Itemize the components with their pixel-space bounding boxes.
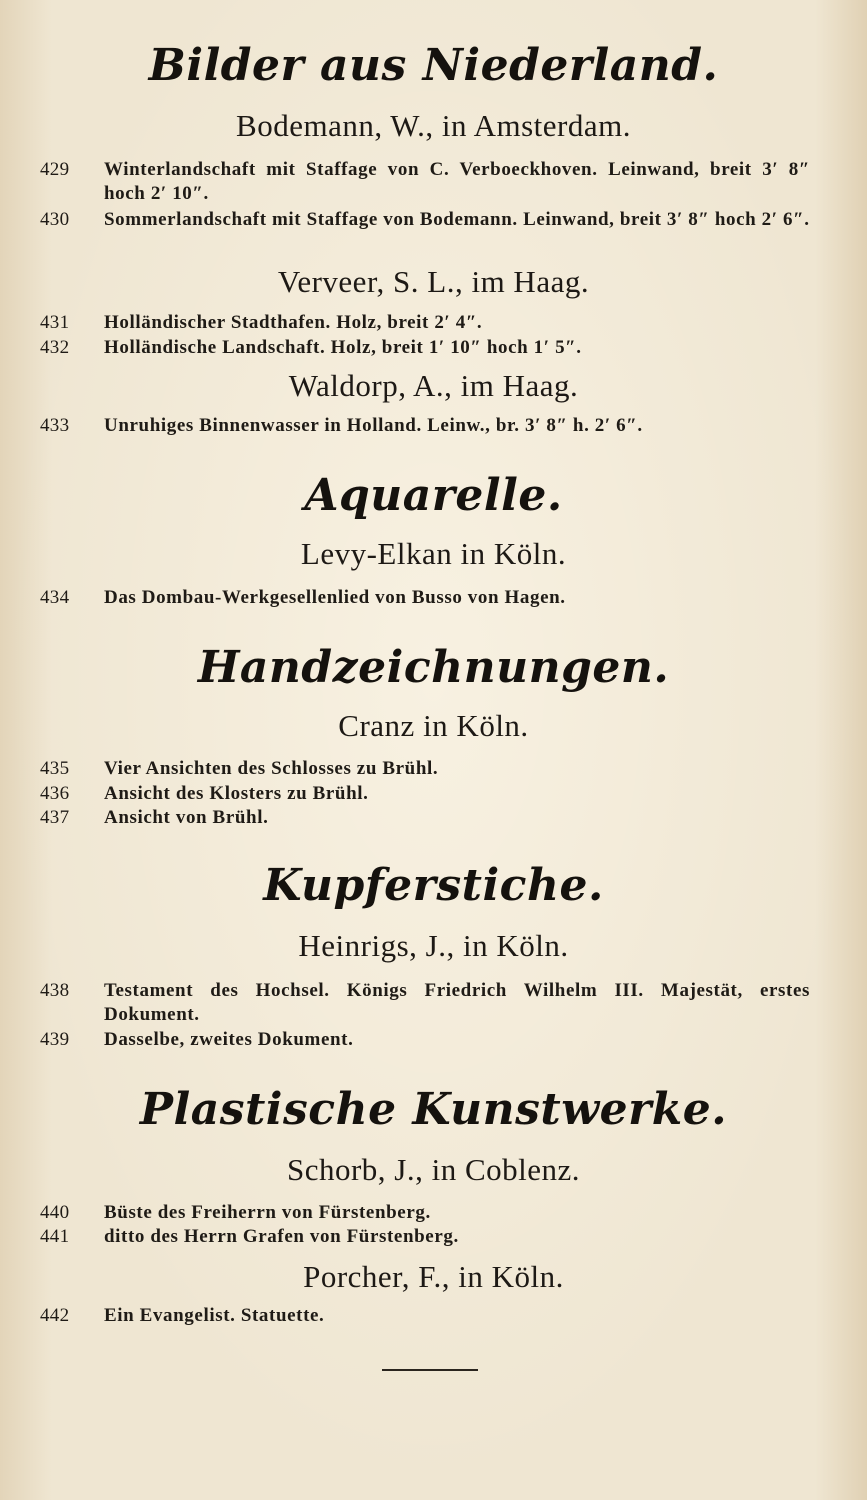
entry-number: 437 [40, 807, 70, 828]
section-title-aquarelle: Aquarelle. [304, 470, 563, 521]
entry-number: 431 [40, 312, 70, 333]
catalog-entry [40, 782, 810, 806]
entry-text: Testament des Hochsel. Königs Friedrich Wilhelm III. Majestät, erstes Dokument. [104, 980, 810, 1025]
artist-heading-levy-elkan: Levy-Elkan in Köln. [300, 536, 567, 571]
entry-number: 433 [40, 415, 70, 436]
catalog-entry [40, 158, 810, 206]
artist-heading-verveer: Verveer, S. L., im Haag. [277, 264, 590, 299]
entry-text: Holländischer Stadthafen. Holz, breit 2′ 4″. [104, 312, 483, 333]
entry-number: 440 [40, 1202, 70, 1223]
entry-text: Winterlandschaft mit Staffage von C. Verboeckhoven. Leinwand, breit 3′ 8″ hoch 2′ 10″. [104, 159, 810, 204]
catalog-entry [40, 208, 810, 232]
section-title-handzeichnungen: Handzeichnungen. [197, 642, 670, 693]
section-title-kupferstiche: Kupferstiche. [263, 860, 604, 911]
entry-text: Unruhiges Binnenwasser in Holland. Leinw., br. 3′ 8″ h. 2′ 6″. [104, 415, 643, 436]
catalog-entry [40, 1304, 810, 1328]
catalog-entry [40, 806, 810, 830]
entry-number: 441 [40, 1226, 70, 1247]
entry-text: Sommerlandschaft mit Staffage von Bodemann. Leinwand, breit 3′ 8″ hoch 2′ 6″. [104, 209, 810, 230]
catalog-entry [40, 979, 810, 1027]
section-title-plastische-kunstwerke: Plastische Kunstwerke. [139, 1084, 728, 1135]
artist-heading-heinrigs: Heinrigs, J., in Köln. [298, 928, 569, 963]
end-rule-divider [382, 1369, 478, 1371]
catalog-entry [40, 586, 810, 610]
catalog-entry [40, 1225, 810, 1249]
entry-number: 438 [40, 980, 70, 1001]
entry-number: 430 [40, 209, 70, 230]
catalog-entry [40, 1028, 810, 1052]
entry-number: 442 [40, 1305, 70, 1326]
entry-number: 435 [40, 758, 70, 779]
entry-text: Vier Ansichten des Schlosses zu Brühl. [104, 758, 439, 779]
artist-heading-waldorp: Waldorp, A., im Haag. [288, 368, 579, 403]
artist-heading-cranz: Cranz in Köln. [338, 708, 529, 743]
artist-heading-porcher: Porcher, F., in Köln. [303, 1259, 564, 1294]
catalog-entry [40, 757, 810, 781]
entry-text: Dasselbe, zweites Dokument. [104, 1029, 354, 1050]
entry-number: 436 [40, 783, 70, 804]
entry-text: ditto des Herrn Grafen von Fürstenberg. [104, 1226, 459, 1247]
entry-text: Ansicht des Klosters zu Brühl. [104, 783, 369, 804]
entry-number: 429 [40, 159, 70, 180]
section-title-bilder-aus-niederland: Bilder aus Niederland. [148, 40, 719, 91]
catalog-entry [40, 311, 810, 335]
entry-text: Ein Evangelist. Statuette. [104, 1305, 325, 1326]
entry-text: Das Dombau-Werkgesellenlied von Busso von Hagen. [104, 587, 566, 608]
entry-number: 434 [40, 587, 70, 608]
artist-heading-schorb: Schorb, J., in Coblenz. [286, 1152, 581, 1187]
catalog-entry [40, 1201, 810, 1225]
artist-heading-bodemann: Bodemann, W., in Amsterdam. [236, 108, 631, 143]
catalog-entry [40, 414, 810, 438]
entry-text: Ansicht von Brühl. [104, 807, 269, 828]
catalog-entry [40, 336, 810, 360]
entry-number: 439 [40, 1029, 70, 1050]
entry-text: Büste des Freiherrn von Fürstenberg. [104, 1202, 431, 1223]
entry-number: 432 [40, 337, 70, 358]
entry-text: Holländische Landschaft. Holz, breit 1′ 10″ hoch 1′ 5″. [104, 337, 582, 358]
